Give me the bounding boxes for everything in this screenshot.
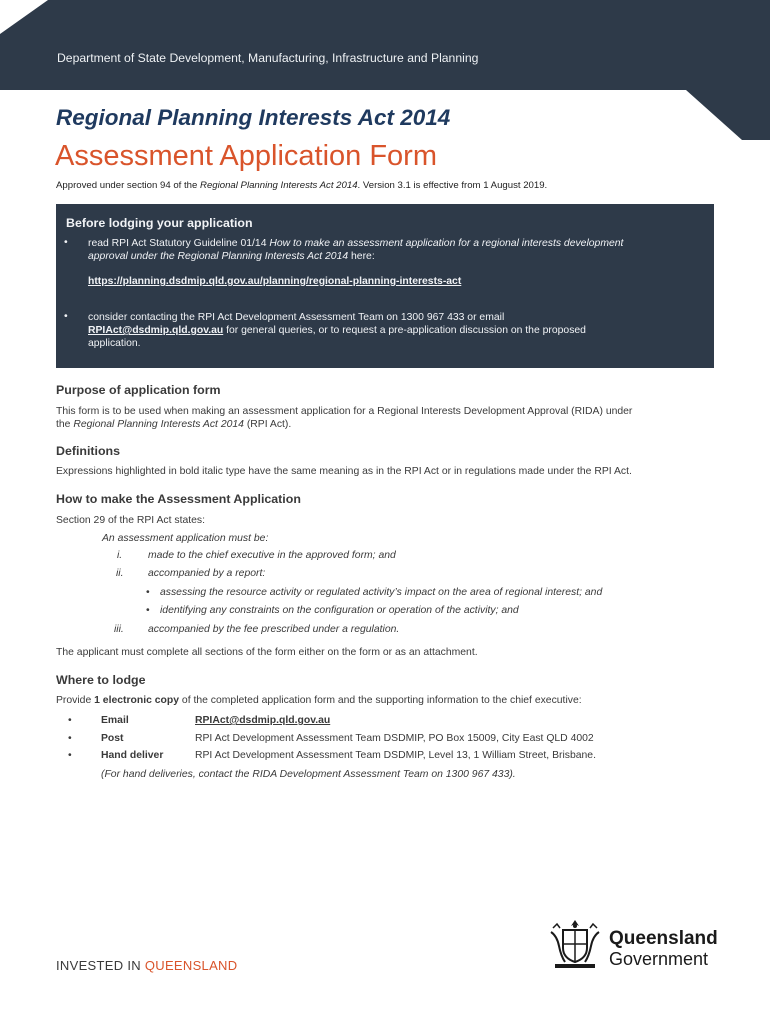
email-link[interactable]: RPIAct@dsdmip.qld.gov.au [88, 325, 224, 336]
lodge-label: Hand deliver [101, 750, 164, 761]
where-heading: Where to lodge [56, 673, 146, 687]
lodge-label: Post [101, 733, 124, 744]
purpose-heading: Purpose of application form [56, 383, 221, 397]
where-intro: Provide 1 electronic copy of the completed application form and the supporting information to the chief executive: [56, 695, 582, 706]
act-title: Regional Planning Interests Act 2014 [56, 105, 451, 130]
how-to-closing: The applicant must complete all sections of the form either on the form or as an attachment. [56, 647, 478, 658]
guideline-link[interactable]: https://planning.dsdmip.qld.gov.au/planning/regional-planning-interests-act [88, 276, 462, 287]
approval-note: Approved under section 94 of the Regional Planning Interests Act 2014. Version 3.1 is effective from 1 August 2019. [56, 180, 548, 191]
queensland-government-logo [545, 918, 717, 972]
definitions-text: Expressions highlighted in bold italic type have the same meaning as in the RPI Act or in regulations made under the RPI Act. [56, 466, 632, 477]
how-to-heading: How to make the Assessment Application [56, 492, 301, 506]
item-num: iii. [114, 624, 124, 635]
lodge-value: RPI Act Development Assessment Team DSDMIP, PO Box 15009, City East QLD 4002 [195, 733, 594, 744]
bullet-icon: • [68, 750, 72, 761]
lodge-value: RPI Act Development Assessment Team DSDMIP, Level 13, 1 William Street, Brisbane. [195, 750, 596, 761]
logo-queensland: Queensland [609, 928, 718, 949]
bullet-icon: • [146, 587, 150, 598]
lodge-email-link[interactable]: RPIAct@dsdmip.qld.gov.au [195, 715, 331, 726]
subitem-text: identifying any constraints on the configuration or operation of the activity; and [160, 605, 519, 616]
lodge-label: Email [101, 715, 129, 726]
bullet-icon: • [146, 605, 150, 616]
definitions-heading: Definitions [56, 444, 121, 458]
item2-line2: RPIAct@dsdmip.qld.gov.au for general queries, or to request a pre-application discussion on the proposed [88, 325, 586, 336]
crest-icon [545, 918, 605, 972]
before-lodging-box [56, 204, 714, 368]
bullet-icon: • [64, 237, 68, 248]
how-to-intro: Section 29 of the RPI Act states: [56, 515, 206, 526]
form-title: Assessment Application Form [55, 140, 437, 172]
item-num: ii. [116, 568, 124, 579]
item1-line2: approval under the Regional Planning Interests Act 2014 here: [88, 251, 375, 262]
purpose-line1: This form is to be used when making an assessment application for a Regional Interests Development Approval (RIDA) under [56, 406, 633, 417]
invested-tagline: INVESTED IN QUEENSLAND [56, 958, 238, 973]
item-text: accompanied by the fee prescribed under a regulation. [148, 624, 400, 635]
logo-government: Government [609, 949, 709, 969]
quote-text: An assessment application must be: [102, 533, 269, 544]
item-text: accompanied by a report: [148, 568, 266, 579]
purpose-line2: the Regional Planning Interests Act 2014 (RPI Act). [56, 419, 292, 430]
item-text: made to the chief executive in the approved form; and [148, 550, 396, 561]
item1-line1: read RPI Act Statutory Guideline 01/14 How to make an assessment application for a regional interests development [88, 238, 624, 249]
subitem-text: assessing the resource activity or regulated activity’s impact on the area of regional interest; and [160, 587, 603, 598]
item2-line3: application. [88, 338, 141, 349]
bullet-icon: • [64, 311, 68, 322]
department-name: Department of State Development, Manufacturing, Infrastructure and Planning [57, 51, 479, 65]
item-num: i. [117, 550, 123, 561]
item2-line1: consider contacting the RPI Act Development Assessment Team on 1300 967 433 or email [88, 312, 505, 323]
bullet-icon: • [68, 715, 72, 726]
hand-delivery-note: (For hand deliveries, contact the RIDA Development Assessment Team on 1300 967 433). [101, 769, 516, 780]
box-title: Before lodging your application [66, 216, 253, 230]
bullet-icon: • [68, 733, 72, 744]
